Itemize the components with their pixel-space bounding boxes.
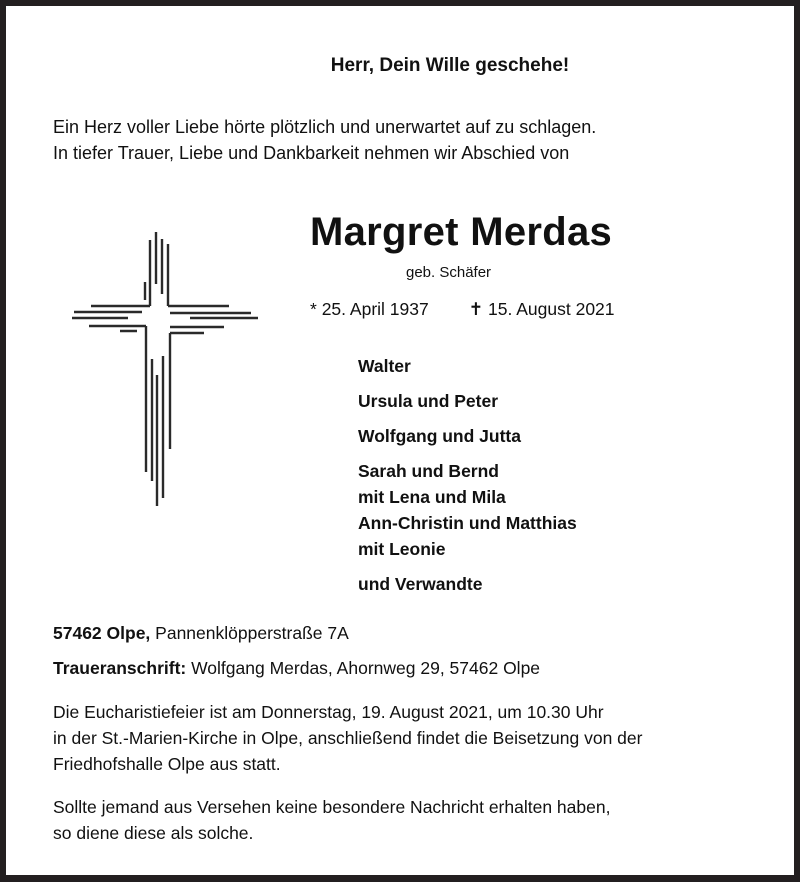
closing-line: so diene diese als solche. bbox=[53, 823, 254, 843]
mourner-line: Wolfgang und Jutta bbox=[358, 426, 521, 446]
deceased-name: Margret Merdas bbox=[310, 210, 613, 254]
mourners-list bbox=[358, 353, 577, 606]
birth-date: 25. April 1937 bbox=[321, 299, 429, 319]
home-address bbox=[53, 623, 349, 644]
condolence-address bbox=[53, 658, 540, 679]
mourner-group bbox=[358, 571, 577, 597]
mourner-line: Sarah und Bernd bbox=[358, 461, 499, 481]
mourner-line: Walter bbox=[358, 356, 411, 376]
mourner-group bbox=[358, 458, 577, 562]
closing-note bbox=[53, 794, 610, 846]
mourner-line: mit Lena und Mila bbox=[358, 487, 506, 507]
birth-star-icon: * bbox=[310, 299, 317, 319]
maiden-name: geb. Schäfer bbox=[406, 264, 492, 281]
death-cross-icon: ✝ bbox=[468, 299, 484, 319]
mourner-line: und Verwandte bbox=[358, 574, 483, 594]
death-date: 15. August 2021 bbox=[488, 299, 615, 319]
mourner-line: Ursula und Peter bbox=[358, 391, 499, 411]
mourner-group bbox=[358, 353, 577, 379]
condolence-address-value: Wolfgang Merdas, Ahornweg 29, 57462 Olpe bbox=[186, 658, 541, 678]
obituary-notice bbox=[6, 6, 794, 875]
home-address-street: Pannenklöpperstraße 7A bbox=[150, 623, 349, 643]
service-info bbox=[53, 699, 642, 777]
closing-line: Sollte jemand aus Versehen keine besondere Nachricht erhalten haben, bbox=[53, 797, 611, 817]
intro-line: Ein Herz voller Liebe hörte plötzlich und unerwartet auf zu schlagen. bbox=[53, 117, 597, 137]
intro-text bbox=[53, 114, 596, 166]
mourner-line: mit Leonie bbox=[358, 539, 446, 559]
mourner-group bbox=[358, 388, 577, 414]
service-line: in der St.-Marien-Kirche in Olpe, anschließend findet die Beisetzung von der bbox=[53, 728, 643, 748]
motto-heading: Herr, Dein Wille geschehe! bbox=[330, 55, 570, 76]
intro-line: In tiefer Trauer, Liebe und Dankbarkeit nehmen wir Abschied von bbox=[53, 143, 570, 163]
service-line: Friedhofshalle Olpe aus statt. bbox=[53, 754, 281, 774]
home-address-place: 57462 Olpe, bbox=[53, 623, 151, 643]
condolence-address-label: Traueranschrift: bbox=[53, 658, 187, 678]
mourner-line: Ann-Christin und Matthias bbox=[358, 513, 577, 533]
service-line: Die Eucharistiefeier ist am Donnerstag, 19. August 2021, um 10.30 Uhr bbox=[53, 702, 604, 722]
life-dates bbox=[310, 299, 615, 320]
mourner-group bbox=[358, 423, 577, 449]
cross-icon bbox=[64, 224, 264, 514]
